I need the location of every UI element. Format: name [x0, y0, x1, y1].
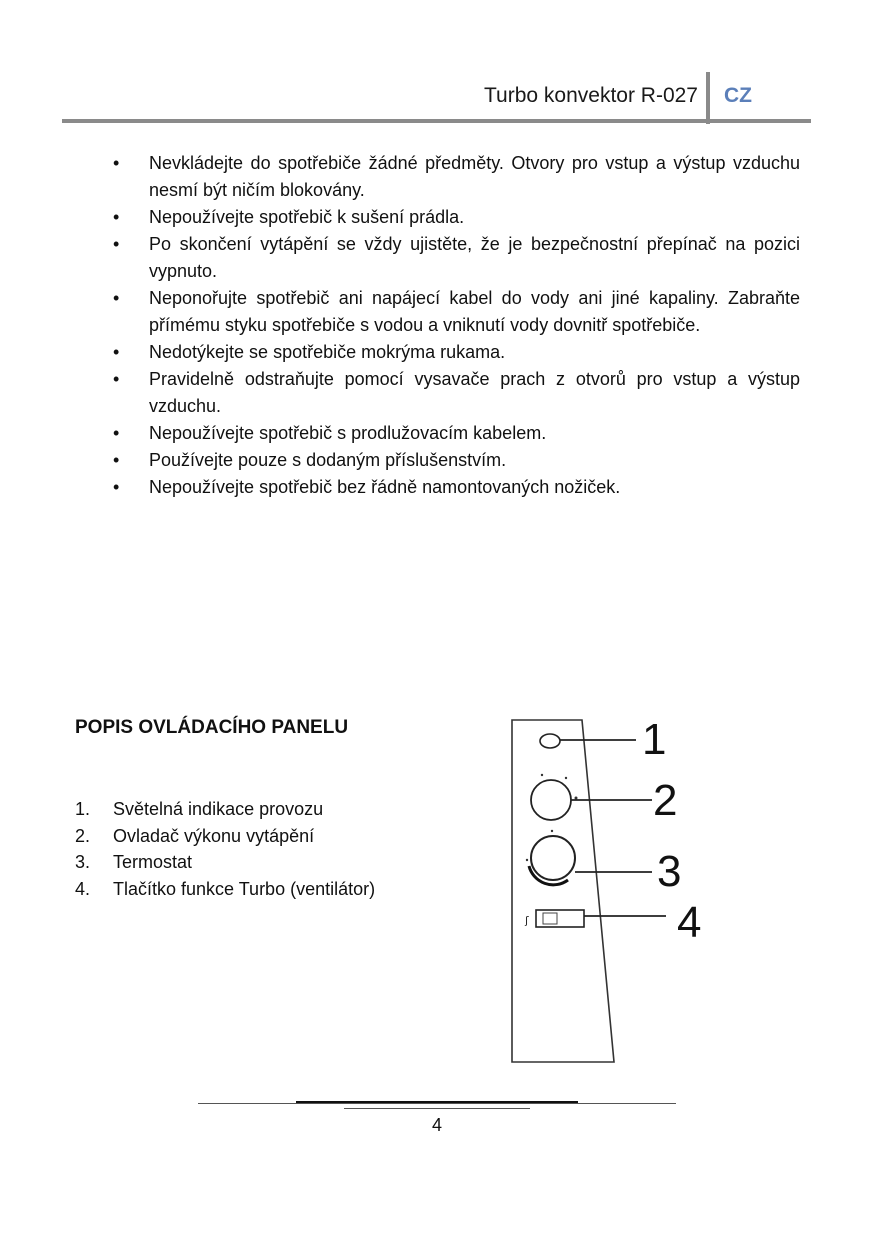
footer-rule — [296, 1101, 578, 1103]
knob-mark — [526, 859, 528, 861]
control-item-number: 4. — [75, 878, 91, 899]
control-panel-diagram — [490, 700, 720, 1070]
control-item — [75, 876, 375, 903]
callout-number-1: 1 — [642, 715, 667, 764]
safety-bullet-list — [108, 150, 800, 501]
knob-mark — [565, 777, 567, 779]
knob-mark — [551, 830, 553, 832]
bullet-item: • Nepoužívejte spotřebič bez řádně namontovaných nožiček. — [108, 474, 800, 501]
bullet-item: • Po skončení vytápění se vždy ujistěte, že je bezpečnostní přepínač na pozici vypnuto. — [108, 231, 800, 285]
knob-mark — [541, 774, 543, 776]
bullet-item: • Pravidelně odstraňujte pomocí vysavače prach z otvorů pro vstup a výstup vzduchu. — [108, 366, 800, 420]
bullet-item: • Nedotýkejte se spotřebiče mokrýma rukama. — [108, 339, 800, 366]
control-list — [75, 796, 375, 902]
turbo-switch-rocker — [543, 913, 557, 924]
bullet-item: • Nepoužívejte spotřebič k sušení prádla. — [108, 204, 800, 231]
bullet-item: • Používejte pouze s dodaným příslušenstvím. — [108, 447, 800, 474]
control-item-label: Ovladač výkonu vytápění — [113, 825, 315, 846]
document-title: Turbo konvektor R-027 — [484, 84, 698, 107]
control-item-number: 1. — [75, 799, 91, 819]
control-item — [75, 823, 375, 850]
control-item-label: Světelná indikace provozu — [113, 799, 324, 819]
indicator-light — [540, 734, 560, 748]
callout-number-3: 3 — [657, 847, 682, 896]
control-item — [75, 849, 375, 876]
knob-mark — [575, 797, 578, 800]
section-title: POPIS OVLÁDACÍHO PANELU — [75, 717, 349, 738]
callout-number-2: 2 — [653, 776, 678, 825]
thermostat-knob — [531, 836, 575, 880]
callout-number-4: 4 — [677, 898, 702, 947]
bullet-item: • Neponořujte spotřebič ani napájecí kabel do vody ani jiné kapaliny. Zabraňte přímému styku spotřebiče s vodou a vniknutí vody dovnitř spotřebiče. — [108, 285, 800, 339]
control-item-label: Termostat — [113, 852, 193, 872]
bullet-item: • Nepoužívejte spotřebič s prodlužovacím kabelem. — [108, 420, 800, 447]
header-separator — [706, 72, 710, 124]
control-item-number: 3. — [75, 852, 91, 872]
header-rule — [62, 119, 811, 123]
panel-outline — [512, 720, 614, 1062]
fan-symbol-icon: ʃ — [525, 914, 529, 927]
language-code: CZ — [724, 84, 752, 107]
footer-rule — [344, 1108, 530, 1109]
page-number: 4 — [431, 1115, 442, 1135]
control-item-label: Tlačítko funkce Turbo (ventilátor) — [113, 878, 376, 899]
control-item-number: 2. — [75, 825, 91, 846]
power-knob — [531, 780, 571, 820]
control-item — [75, 796, 375, 823]
footer-rule — [198, 1103, 676, 1104]
bullet-item: • Nevkládejte do spotřebiče žádné předměty. Otvory pro vstup a výstup vzduchu nesmí být ničím blokovány. — [108, 150, 800, 204]
